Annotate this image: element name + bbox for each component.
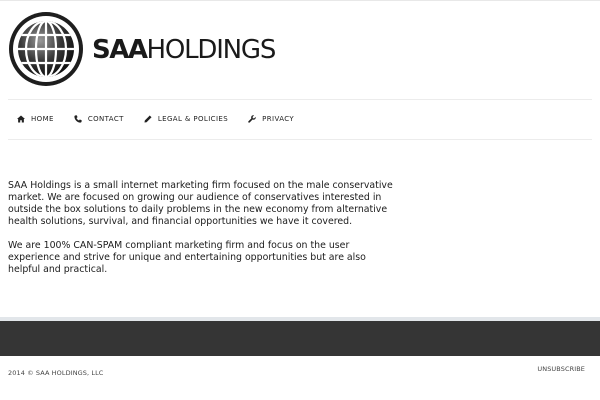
about-paragraph: SAA Holdings is a small internet marketing firm focused on the male conservative market. We are focused on growing our audience of conservatives interested in outside the box solutions to daily problems in the new economy from alternative health solutions, survival, and financial opportunities we have it covered. — [8, 180, 393, 227]
nav-item-privacy[interactable] — [248, 113, 294, 125]
site-logo[interactable] — [8, 11, 275, 87]
nav-divider-top — [8, 99, 592, 100]
nav-label-privacy: PRIVACY — [262, 115, 295, 123]
main-nav — [17, 113, 314, 125]
nav-item-contact[interactable] — [74, 113, 124, 125]
brand-name-light: HOLDINGS — [146, 35, 276, 65]
compliance-paragraph: We are 100% CAN-SPAM compliant marketing firm and focus on the user experience and strive for unique and entertaining opportunities but are also helpful and practical. — [8, 240, 366, 275]
brand-name-bold: SAA — [92, 35, 147, 65]
nav-item-home[interactable] — [17, 113, 54, 125]
globe-icon — [8, 11, 84, 87]
wrench-icon — [248, 115, 256, 123]
copyright-text: 2014 © SAA HOLDINGS, LLC — [8, 369, 104, 377]
top-border — [0, 0, 600, 1]
footer-band — [0, 321, 600, 356]
pencil-icon — [144, 115, 152, 123]
nav-label-legal-policies: LEGAL & POLICIES — [157, 115, 229, 123]
nav-label-contact: CONTACT — [87, 115, 124, 123]
main-content — [8, 180, 400, 288]
home-icon — [17, 115, 25, 123]
unsubscribe-link[interactable]: UNSUBSCRIBE — [537, 365, 585, 373]
nav-label-home: HOME — [31, 115, 54, 123]
nav-item-legal-policies[interactable] — [144, 113, 228, 125]
brand-name — [92, 37, 275, 63]
phone-icon — [74, 115, 82, 123]
nav-divider-bottom — [8, 139, 592, 140]
